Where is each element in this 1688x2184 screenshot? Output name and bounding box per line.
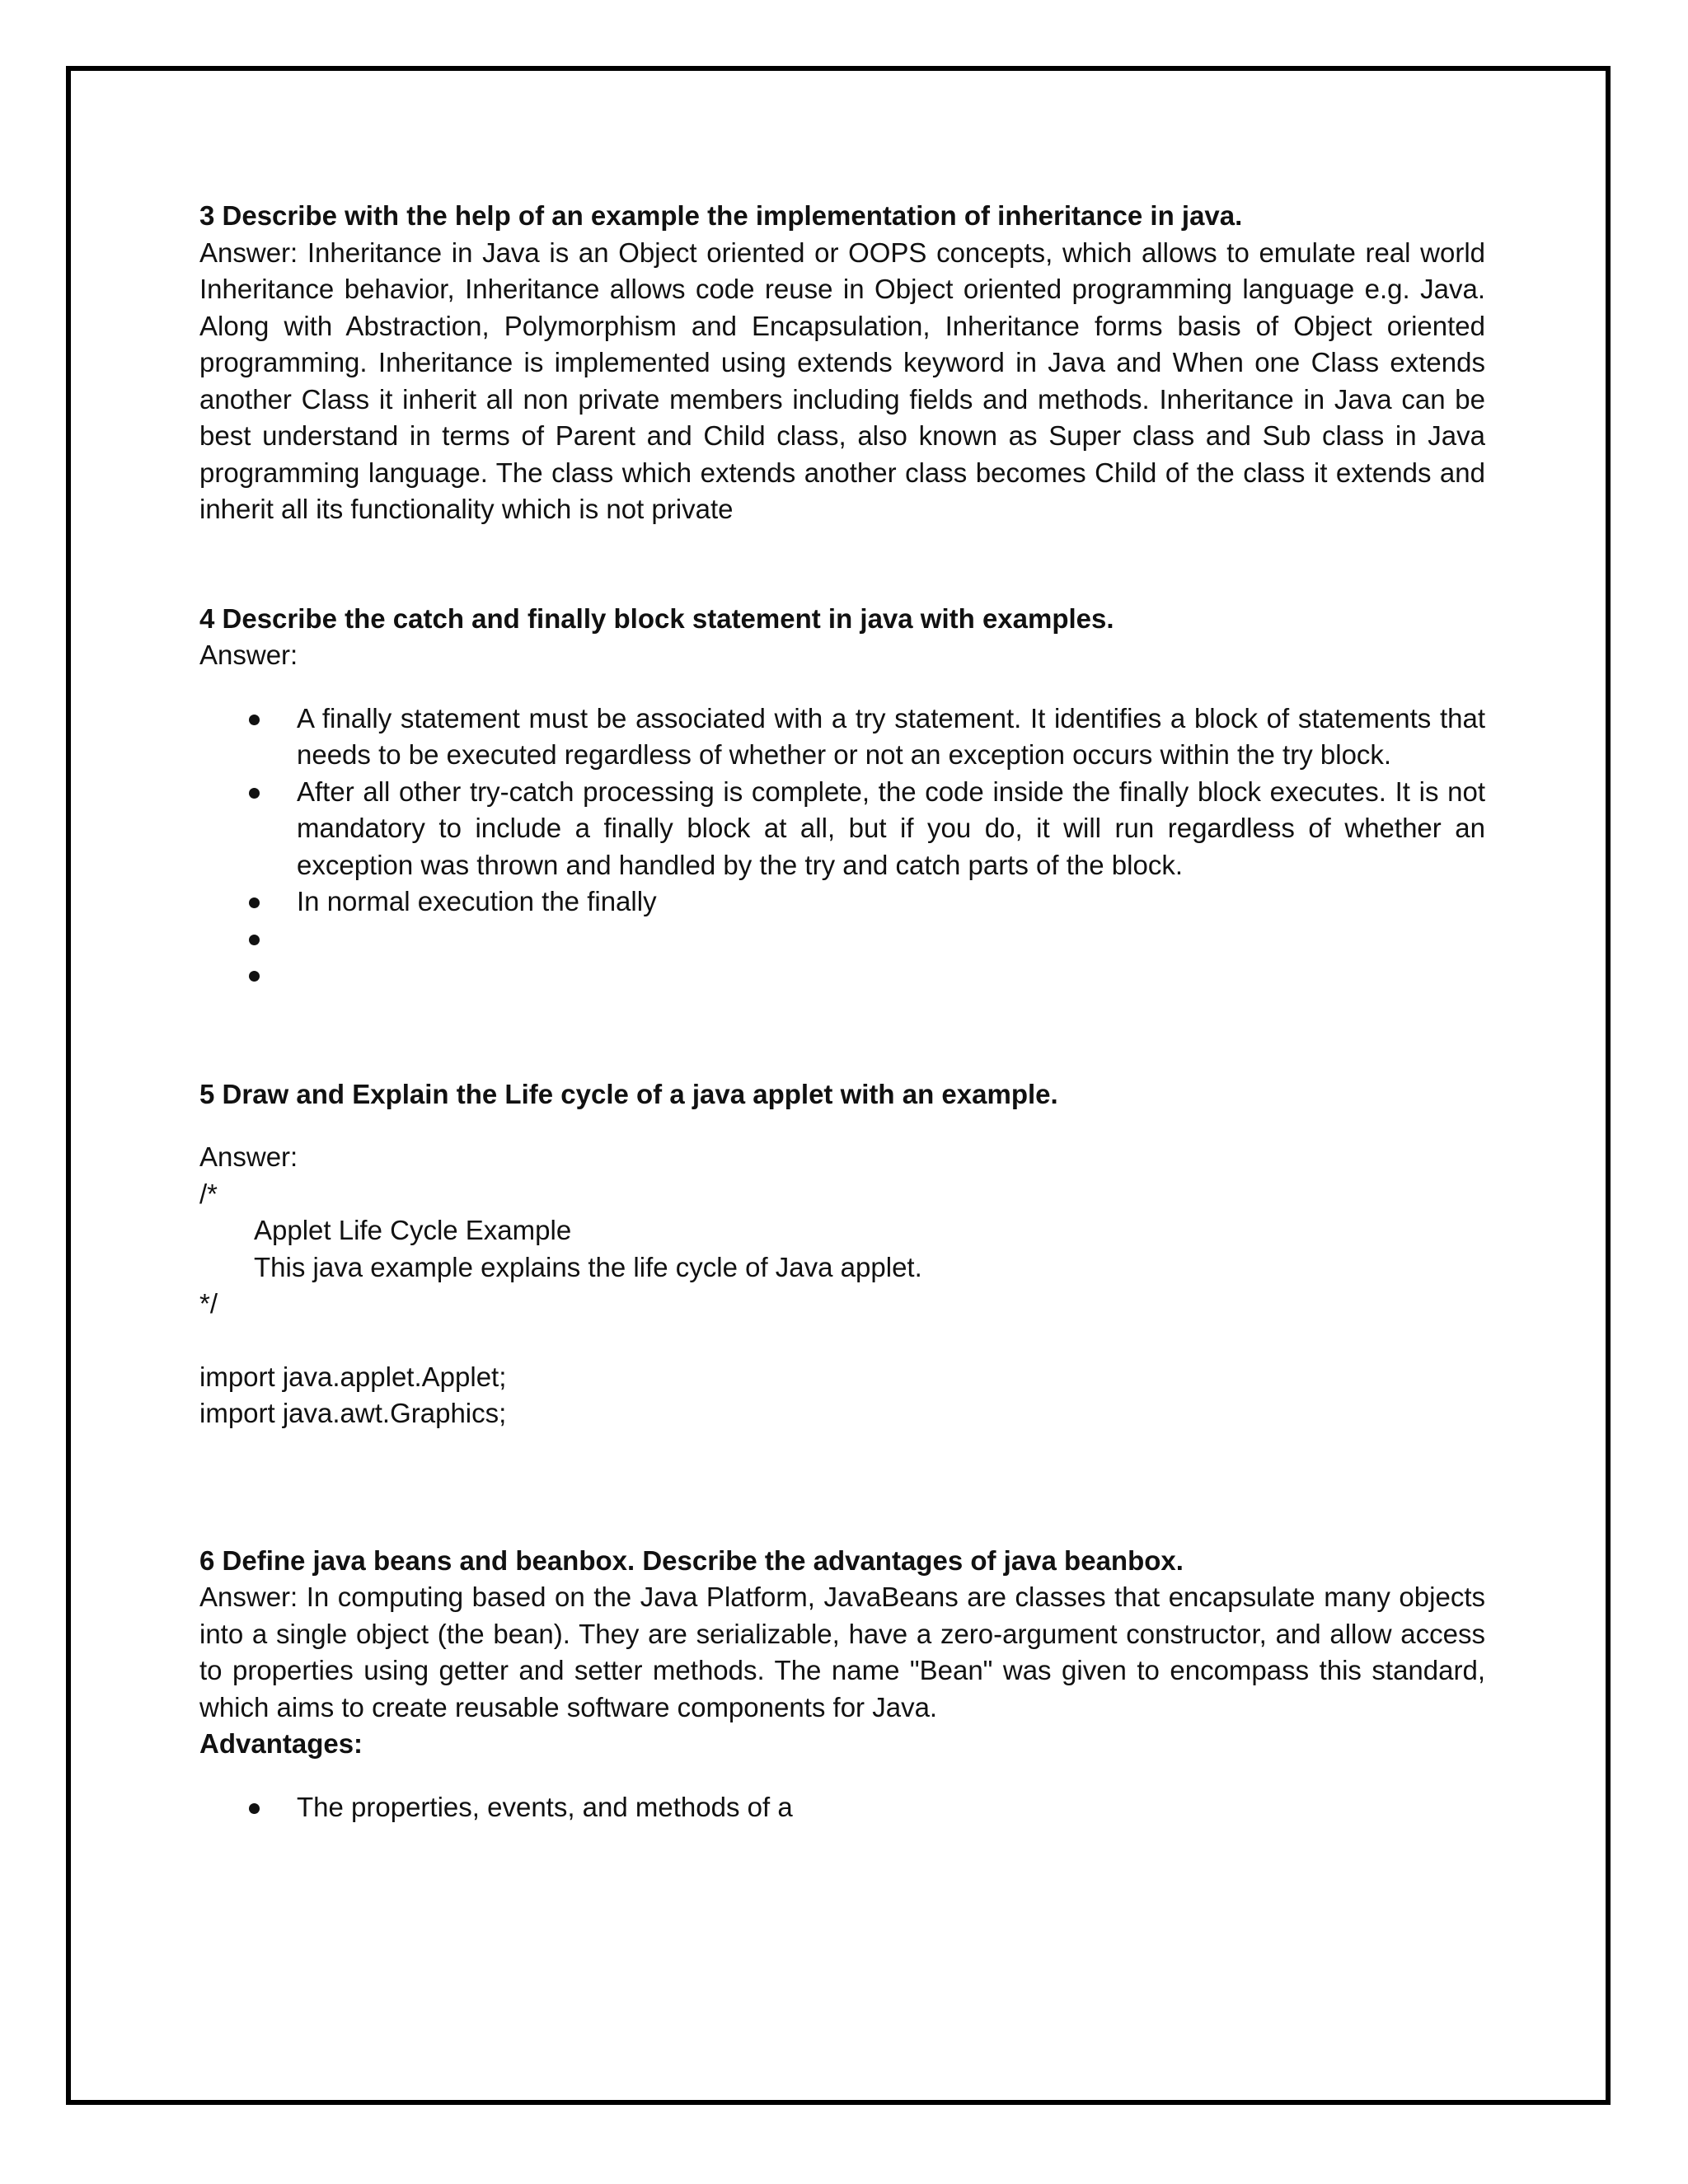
question-3 xyxy=(199,198,1485,528)
list-item: After all other try-catch processing is complete, the code inside the finally block executes. It is not mandatory to include a finally block at all, but if you do, it will run regardless of whether an exception was thrown and handled by the try and catch parts of the block. xyxy=(199,774,1485,884)
bullet-icon xyxy=(249,971,260,982)
question-5-title: 5 Draw and Explain the Life cycle of a java applet with an example. xyxy=(199,1078,1058,1109)
bullet-icon xyxy=(249,935,260,945)
question-6-answer: Answer: In computing based on the Java Platform, JavaBeans are classes that encapsulate many objects into a single object (the bean). They are serializable, have a zero-argument constructor, and allow access to properties using getter and setter methods. The name "Bean" was given to encompass this standard, which aims to create reusable software components for Java. xyxy=(199,1582,1485,1722)
question-5-answer-label: Answer: xyxy=(199,1141,298,1172)
bullet-icon xyxy=(249,898,260,908)
question-4 xyxy=(199,601,1485,994)
list-item xyxy=(199,957,1485,994)
question-6 xyxy=(199,1543,1485,1826)
code-comment-line: Applet Life Cycle Example xyxy=(254,1215,572,1245)
code-comment-open: /* xyxy=(199,1178,218,1209)
question-4-title: 4 Describe the catch and finally block statement in java with examples. xyxy=(199,602,1114,634)
code-snippet xyxy=(199,1176,1485,1432)
list-item: A finally statement must be associated with a try statement. It identifies a block of statements that needs to be executed regardless of whether or not an exception occurs within the try block. xyxy=(199,701,1485,774)
question-5 xyxy=(199,1076,1485,1432)
code-comment-line: This java example explains the life cycle of Java applet. xyxy=(254,1251,922,1282)
document-body xyxy=(199,198,1485,1825)
list-item: In normal execution the finally xyxy=(199,883,1485,921)
question-4-answer-label: Answer: xyxy=(199,640,298,670)
question-6-title: 6 Define java beans and beanbox. Describe the advantages of java beanbox. xyxy=(199,1544,1184,1576)
list-item xyxy=(199,921,1485,958)
code-import: import java.applet.Applet; xyxy=(199,1361,507,1392)
question-4-bullet-list xyxy=(199,701,1485,994)
question-6-bullet-list xyxy=(199,1789,1485,1826)
code-import: import java.awt.Graphics; xyxy=(199,1398,507,1428)
advantages-heading: Advantages: xyxy=(199,1728,363,1759)
bullet-icon xyxy=(249,715,260,725)
question-3-answer: Answer: Inheritance in Java is an Object oriented or OOPS concepts, which allows to emulate real world Inheritance behavior, Inheritance allows code reuse in Object oriented programming language e.g. Java. Along with Abstraction, Polymorphism and Encapsulation, Inheritance forms basis of Object oriented programming. Inheritance is implemented using extends keyword in Java and When one Class extends another Class it inherit all non private members including fields and methods. Inheritance in Java can be best understand in terms of Parent and Child class, also known as Super class and Sub class in Java programming language. The class which extends another class becomes Child of the class it extends and inherit all its functionality which is not private xyxy=(199,237,1485,524)
code-comment-close: */ xyxy=(199,1288,218,1319)
bullet-icon xyxy=(249,1803,260,1814)
list-item: The properties, events, and methods of a xyxy=(199,1789,1485,1826)
question-3-title: 3 Describe with the help of an example the implementation of inheritance in java. xyxy=(199,200,1243,231)
bullet-icon xyxy=(249,788,260,799)
